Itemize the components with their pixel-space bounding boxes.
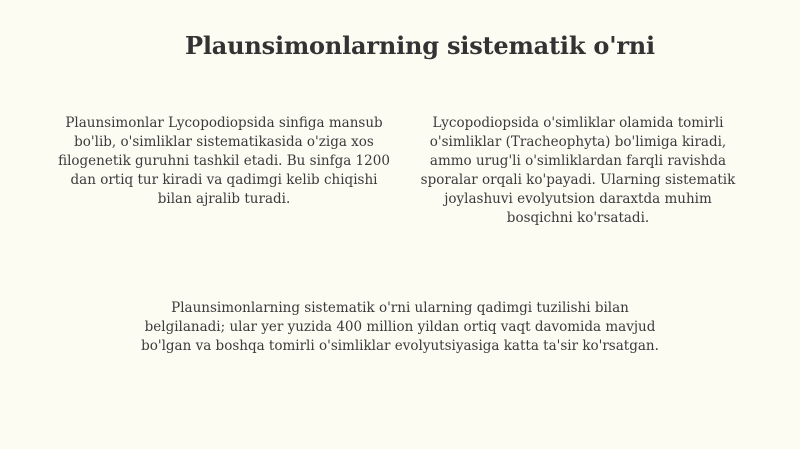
- paragraph-right: Lycopodiopsida o'simliklar olamida tomirli o'simliklar (Tracheophyta) bo'limiga kiradi, ammo urug'li o'simliklardan farqli ravishda sporalar orqali ko'payadi. Ularning sistematik joylashuvi evolyutsion daraxtda muhim bosqichni ko'rsatadi.: [420, 115, 736, 226]
- slide-title: Plaunsimonlarning sistematik o'rni: [185, 31, 655, 60]
- paragraph-bottom: Plaunsimonlarning sistematik o'rni ularning qadimgi tuzilishi bilan belgilanadi; ular yer yuzida 400 million yildan ortiq vaqt davomida mavjud bo'lgan va boshqa tomirli o'simliklar evolyutsiyasiga katta ta'sir ko'rsatgan.: [141, 300, 659, 354]
- paragraph-left: Plaunsimonlar Lycopodiopsida sinfiga mansub bo'lib, o'simliklar sistematikasida o'ziga xos filogenetik guruhni tashkil etadi. Bu sinfga 1200 dan ortiq tur kiradi va qadimgi kelib chiqishi bilan ajralib turadi.: [58, 115, 390, 207]
